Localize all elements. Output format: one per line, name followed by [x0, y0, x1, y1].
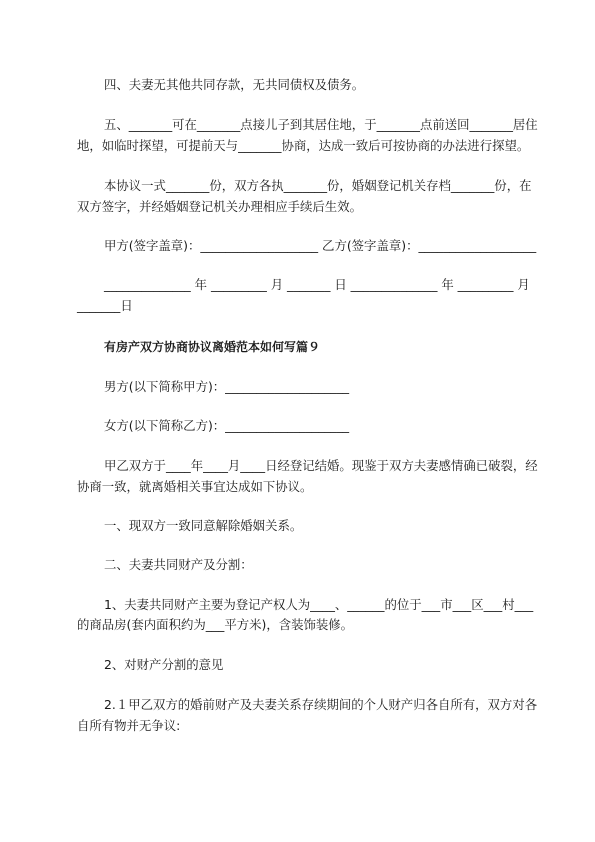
section-title: 有房产双方协商协议离婚范本如何写篇９	[104, 340, 321, 354]
paragraph-property-line-1: 1、夫妻共同财产主要为登记产权人为____、______的位于___市___区___村___	[104, 597, 534, 612]
paragraph-no-joint-savings: 四、夫妻无其他共同存款，无共同债权及债务。	[104, 77, 365, 92]
woman-party-line: 女方(以下简称乙方)：____________________	[104, 418, 350, 433]
date-line-2: _______日	[77, 298, 133, 313]
paragraph-premarital-line-1: 2.１甲乙双方的婚前财产及夫妻关系存续期间的个人财产归各自所有，双方对各	[104, 697, 538, 712]
paragraph-visitation-line-1: 五、_______可在_______点接儿子到其居住地，于_______点前送回_______居住	[104, 117, 538, 132]
paragraph-dissolve: 一、现双方一致同意解除婚姻关系。	[104, 518, 303, 533]
paragraph-copies-line-2: 双方签字，并经婚姻登记机关办理相应手续后生效。	[77, 199, 362, 214]
paragraph-division-opinion: 2、对财产分割的意见	[104, 657, 224, 672]
paragraph-marriage-line-2: 协商一致，就离婚相关事宜达成如下协议。	[77, 479, 313, 494]
paragraph-visitation-line-2: 地，如临时探望，可提前天与_______协商，达成一致后可按协商的办法进行探望。	[77, 138, 530, 153]
paragraph-property-line-2: 的商品房(套内面积约为___平方米)，含装饰装修。	[77, 617, 354, 632]
signature-line: 甲方(签字盖章)：___________________ 乙方(签字盖章)：___________________	[104, 238, 537, 253]
date-line-1: ______________ 年 _________ 月 _______ 日 ______________ 年 _________ 月	[104, 277, 530, 292]
paragraph-property-heading: 二、夫妻共同财产及分割：	[104, 557, 253, 572]
paragraph-copies-line-1: 本协议一式_______份，双方各执_______份，婚姻登记机关存档_______份，在	[104, 178, 532, 193]
man-party-line: 男方(以下简称甲方)：____________________	[104, 379, 350, 394]
paragraph-premarital-line-2: 自所有物并无争议:	[77, 718, 181, 733]
paragraph-marriage-line-1: 甲乙双方于____年____月____日经登记结婚。现鉴于双方夫妻感情确已破裂，经	[104, 458, 538, 473]
